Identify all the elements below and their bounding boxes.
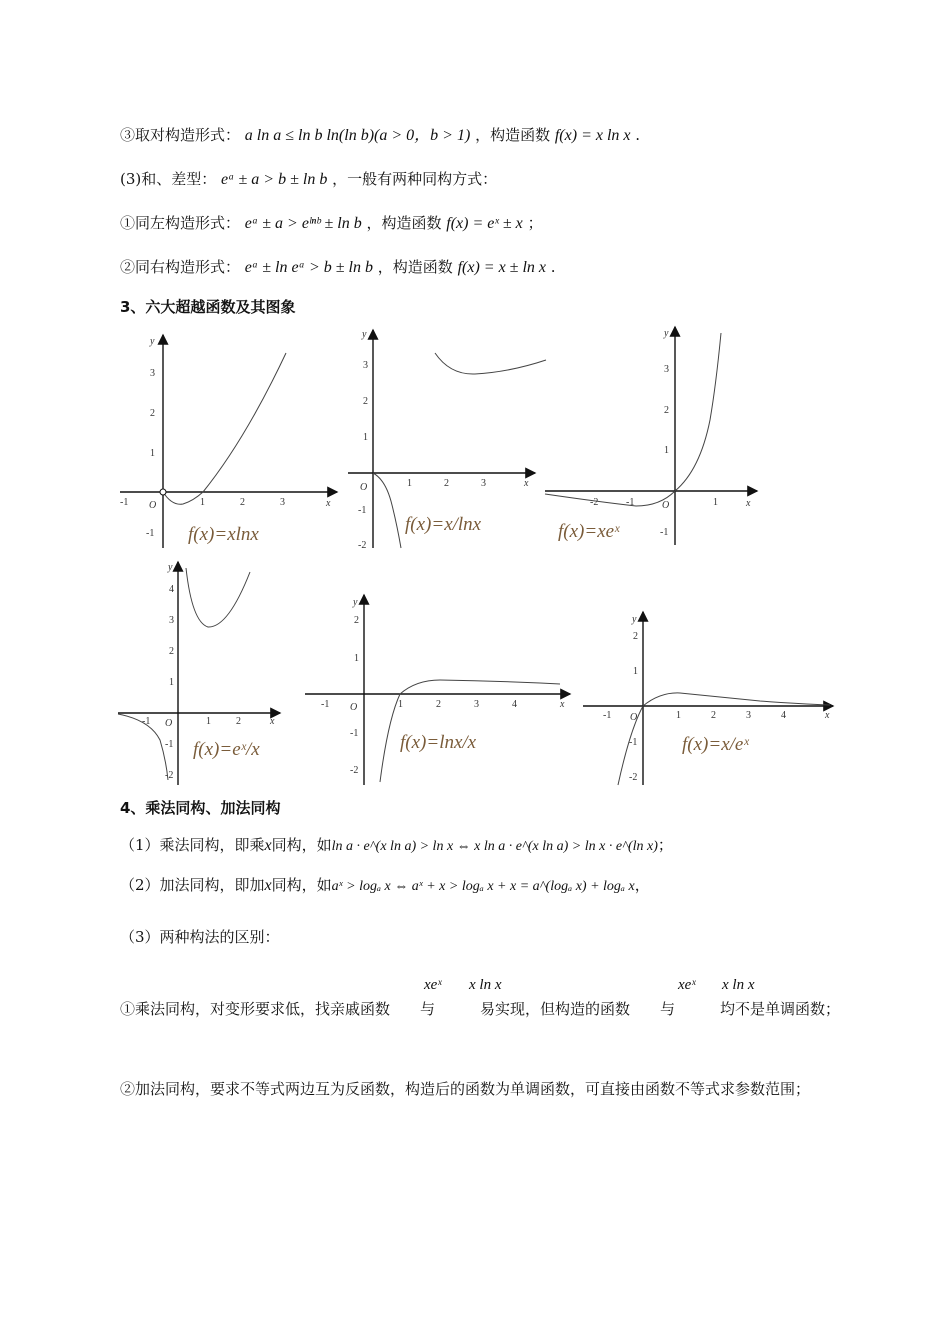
tick-x: 2 bbox=[444, 478, 449, 489]
function: f(x) = eˣ ± x bbox=[446, 215, 523, 232]
origin-label: O bbox=[350, 702, 358, 713]
tick-y: -1 bbox=[660, 527, 669, 538]
tick-y: 2 bbox=[354, 615, 359, 626]
paragraph-addition: ②加法同构，要求不等式两边互为反函数，构造后的函数为单调函数，可直接由函数不等式求参数范围； bbox=[120, 1080, 811, 1098]
tick-x: 1 bbox=[398, 699, 403, 710]
origin-label: O bbox=[165, 718, 173, 729]
label: （2）加法同构，即加 bbox=[120, 876, 265, 894]
inequality: eᵃ ± ln eᵃ > b ± ln b bbox=[244, 259, 373, 276]
tick-y: -1 bbox=[358, 505, 367, 516]
tick-y: -1 bbox=[350, 728, 359, 739]
text: ，一般有两种同构方式： bbox=[332, 170, 498, 188]
punct: ， bbox=[634, 876, 650, 894]
tick-x: 2 bbox=[240, 497, 245, 508]
x-axis-label: x bbox=[270, 716, 275, 727]
y-axis-label: y bbox=[632, 614, 637, 625]
tick-y: 3 bbox=[363, 360, 368, 371]
text: ，构造函数 bbox=[475, 126, 551, 144]
section-4-title: 4、乘法同构、加法同构 bbox=[120, 799, 281, 817]
tick-y: 2 bbox=[363, 396, 368, 407]
float-xlnx-2: x ln x bbox=[722, 977, 755, 993]
tick-x: -1 bbox=[603, 710, 612, 721]
y-axis-label: y bbox=[664, 328, 669, 339]
example: ln a · e^(x ln a) > ln x ⇔ x ln a · e^(x ln a) > ln x · e^(ln x) bbox=[331, 839, 658, 854]
line-right-form bbox=[120, 256, 556, 277]
origin-label: O bbox=[360, 482, 368, 493]
tick-y: 1 bbox=[169, 677, 174, 688]
tick-y: -1 bbox=[629, 737, 638, 748]
tick-y: 1 bbox=[664, 445, 669, 456]
tick-y: 2 bbox=[664, 405, 669, 416]
float-xex-2: xeˣ bbox=[678, 977, 696, 993]
tick-x: 1 bbox=[200, 497, 205, 508]
variable: x bbox=[264, 877, 272, 894]
graph-xlnx bbox=[120, 335, 337, 548]
label: (3)和、差型： bbox=[120, 170, 217, 188]
section-3-title: 3、六大超越函数及其图象 bbox=[120, 298, 296, 316]
inequality: eᵃ ± a > eˡⁿᵇ ± ln b bbox=[244, 215, 362, 232]
label: （1）乘法同构，即乘 bbox=[120, 836, 265, 854]
tick-x: 3 bbox=[474, 699, 479, 710]
tick-x: -1 bbox=[142, 716, 151, 727]
tick-y: 2 bbox=[633, 631, 638, 642]
tick-x: 3 bbox=[481, 478, 486, 489]
tick-y: -2 bbox=[629, 772, 638, 783]
function: f(x) = x ± ln x bbox=[457, 259, 547, 276]
tick-x: 4 bbox=[512, 699, 517, 710]
paragraph-multiplication: ①乘法同构，对变形要求低，找亲戚函数 与 易实现，但构造的函数 与 均不是单调函数； bbox=[120, 1000, 841, 1018]
tick-y: 1 bbox=[633, 666, 638, 677]
x-axis-label: x bbox=[825, 710, 830, 721]
graph-ex-over-x bbox=[118, 562, 280, 785]
tick-x: 3 bbox=[280, 497, 285, 508]
tick-x: -1 bbox=[321, 699, 330, 710]
tick-y: 4 bbox=[169, 584, 174, 595]
function: f(x) = x ln x bbox=[554, 127, 631, 144]
tick-y: 2 bbox=[150, 408, 155, 419]
tick-y: 2 bbox=[169, 646, 174, 657]
tick-y: -2 bbox=[165, 770, 174, 781]
item-addition bbox=[120, 874, 650, 895]
function-label: f(x)=xeˣ bbox=[558, 521, 620, 542]
tick-y: -2 bbox=[350, 765, 359, 776]
line-sum-diff bbox=[120, 168, 497, 189]
line-log-construction bbox=[120, 122, 640, 145]
function-label: f(x)=eˣ/x bbox=[193, 739, 260, 760]
x-axis-label: x bbox=[746, 498, 751, 509]
label: ①同左构造形式： bbox=[120, 214, 241, 232]
graph-x-over-lnx bbox=[348, 329, 546, 551]
item-difference: （3）两种构法的区别： bbox=[120, 928, 280, 946]
tick-x: 1 bbox=[713, 497, 718, 508]
tick-x: -1 bbox=[120, 497, 129, 508]
tick-y: 3 bbox=[169, 615, 174, 626]
tick-x: -1 bbox=[626, 497, 635, 508]
tick-y: 1 bbox=[150, 448, 155, 459]
example: aˣ > logₐ x ⇔ aˣ + x > logₐ x + x = a^(logₐ x) + logₐ x bbox=[331, 879, 635, 894]
tick-x: 1 bbox=[676, 710, 681, 721]
label: ③取对构造形式： bbox=[120, 126, 241, 144]
tick-y: -1 bbox=[165, 739, 174, 750]
line-left-form bbox=[120, 212, 543, 233]
function-label: f(x)=x/eˣ bbox=[682, 734, 749, 755]
y-axis-label: y bbox=[362, 329, 367, 340]
text: ，构造函数 bbox=[366, 214, 442, 232]
tick-x: 2 bbox=[236, 716, 241, 727]
label: ②同右构造形式： bbox=[120, 258, 241, 276]
y-axis-label: y bbox=[168, 562, 173, 573]
graph-x-over-ex bbox=[583, 612, 833, 785]
tick-y: 3 bbox=[664, 364, 669, 375]
punct: . bbox=[635, 126, 641, 144]
tick-x: 1 bbox=[206, 716, 211, 727]
graph-xex bbox=[545, 327, 757, 545]
tick-y: -2 bbox=[358, 540, 367, 551]
float-xex-1: xeˣ bbox=[424, 977, 442, 993]
punct: ； bbox=[527, 214, 543, 232]
punct: . bbox=[550, 258, 556, 276]
tick-x: 4 bbox=[781, 710, 786, 721]
tick-x: -2 bbox=[590, 497, 599, 508]
tick-y: 1 bbox=[363, 432, 368, 443]
tick-y: -1 bbox=[146, 528, 155, 539]
punct: ； bbox=[657, 836, 673, 854]
x-axis-label: x bbox=[326, 498, 331, 509]
tick-x: 2 bbox=[711, 710, 716, 721]
graphs-figure bbox=[0, 320, 950, 800]
tick-x: 2 bbox=[436, 699, 441, 710]
function-label: f(x)=xlnx bbox=[188, 524, 259, 545]
inequality: eᵃ ± a > b ± ln b bbox=[221, 171, 328, 188]
text: 同构，如 bbox=[271, 876, 332, 894]
text: 同构，如 bbox=[271, 836, 332, 854]
origin-label: O bbox=[662, 500, 670, 511]
text: ，构造函数 bbox=[377, 258, 453, 276]
tick-x: 1 bbox=[407, 478, 412, 489]
float-xlnx-1: x ln x bbox=[469, 977, 502, 993]
origin-label: O bbox=[149, 500, 157, 511]
item-multiplication bbox=[120, 834, 673, 855]
function-label: f(x)=lnx/x bbox=[400, 732, 477, 753]
y-axis-label: y bbox=[353, 597, 358, 608]
graph-lnx-over-x bbox=[305, 595, 570, 785]
y-axis-label: y bbox=[150, 336, 155, 347]
function-label: f(x)=x/lnx bbox=[405, 514, 482, 535]
tick-y: 1 bbox=[354, 653, 359, 664]
inequality: a ln a ≤ ln b ln(ln b)(a > 0，b > 1) bbox=[244, 127, 471, 144]
origin-label: O bbox=[630, 712, 638, 723]
tick-x: 3 bbox=[746, 710, 751, 721]
x-axis-label: x bbox=[524, 478, 529, 489]
x-axis-label: x bbox=[560, 699, 565, 710]
variable: x bbox=[264, 837, 272, 854]
tick-y: 3 bbox=[150, 368, 155, 379]
